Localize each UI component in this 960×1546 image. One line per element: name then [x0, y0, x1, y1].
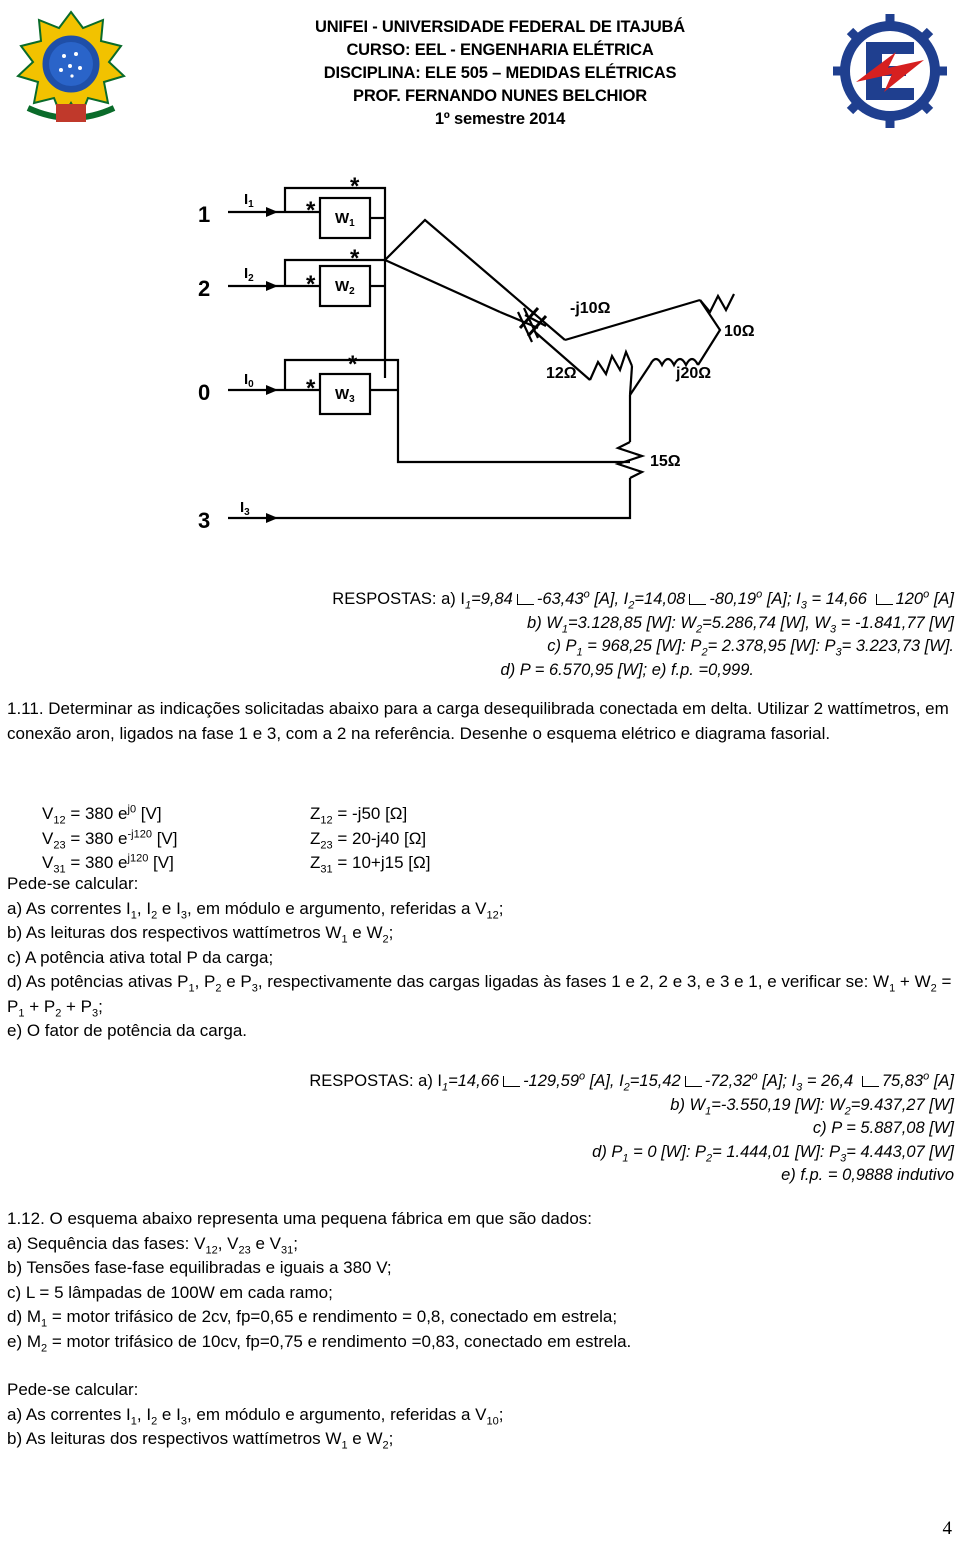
polarity-star: * — [306, 375, 316, 402]
angle-icon — [689, 594, 706, 605]
eel-department-logo — [826, 12, 954, 130]
item-d: d) $M_1$ = motor trifásico de 2cv, fp=0,65 e rendimento = 0,8, conectado em estrela; — [7, 1307, 618, 1330]
polarity-star: * — [306, 271, 316, 298]
v31-value: $V_{31} = 380$ $e^{j120}$ [V] — [42, 852, 174, 876]
polarity-star: * — [306, 197, 316, 224]
header-semester: 1º semestre 2014 — [434, 110, 566, 128]
impedance-cap-label: -j10Ω — [570, 300, 611, 317]
problem-1-12-title: 1.12. O esquema abaixo representa uma pequena fábrica em que são dados: — [7, 1209, 592, 1228]
angle-icon — [862, 1076, 879, 1087]
header-professor: PROF. FERNANDO NUNES BELCHIOR — [353, 87, 647, 105]
item-a: a) Sequência das fases: $V_{12}$, $V_{23}$ e $V_{31}$; — [7, 1233, 298, 1256]
node-0-label: 0 — [198, 380, 211, 405]
answer-c: c) $P_1 = 968,25$ [W]: $P_2= 2.378,95$ [W]: $P_3= 3.223,73$ [W]. — [547, 637, 954, 659]
header-discipline: DISCIPLINA: ELE 505 – MEDIDAS ELÉTRICAS — [323, 64, 677, 82]
question-b: b) As leituras dos respectivos wattímetros $W_1$ e $W_2$; — [7, 1429, 394, 1452]
question-b: b) As leituras dos respectivos wattímetros $W_1$ e $W_2$; — [7, 923, 394, 946]
answers-1-10 — [332, 588, 954, 682]
node-1-label: 1 — [198, 202, 211, 227]
answer-e: e) f.p. = 0,9888 indutivo — [781, 1166, 954, 1184]
wattmeter-w3-label: $W_3$ — [335, 386, 355, 405]
header-course: CURSO: EEL - ENGENHARIA ELÉTRICA — [346, 41, 654, 59]
answers-1-11 — [309, 1070, 954, 1188]
impedance-j20-label: j20Ω — [676, 365, 712, 382]
pede-se-calcular: Pede-se calcular: — [7, 1380, 139, 1399]
answer-a: RESPOSTAS: a) $I_1=9,84$ -63,43$^o$ [A], $I_2=14,08$ -80,19$^o$ [A]; $I_3 = 14,66$ 120$^o$ [A] — [332, 588, 954, 612]
question-e: e) O fator de potência da carga. — [7, 1021, 248, 1040]
item-c: c) L = 5 lâmpadas de 100W em cada ramo; — [7, 1282, 333, 1302]
answer-d: d) $P_1 = 0$ [W]: $P_2= 1.444,01$ [W]: $P_3= 4.443,07$ [W] — [592, 1142, 954, 1164]
problem-1-11-data-table — [42, 802, 430, 876]
wattmeter-w2-label: $W_2$ — [335, 278, 355, 297]
answer-b: b) $W_1=3.128,85$ [W]: $W_2=5.286,74$ [W], $W_3 = -1.841,77$ [W] — [527, 613, 954, 635]
item-e: e) $M_2$ = motor trifásico de 10cv, fp=0,75 e rendimento =0,83, conectado em estrela. — [7, 1331, 632, 1354]
v23-value: $V_{23} = 380$ $e^{-j120}$ [V] — [42, 827, 178, 851]
document-header — [200, 16, 800, 131]
polarity-star: * — [350, 245, 360, 272]
angle-icon — [685, 1076, 702, 1087]
angle-icon — [876, 594, 893, 605]
current-i0-label: $I_0$ — [244, 371, 254, 390]
problem-1-12 — [7, 1207, 955, 1452]
z12-value: $Z_{12} = -j50$ [Ω] — [310, 804, 408, 827]
pede-se-calcular: Pede-se calcular: — [7, 874, 139, 893]
current-i2-label: $I_2$ — [244, 265, 254, 284]
angle-icon — [517, 594, 534, 605]
impedance-15-label: 15Ω — [650, 453, 681, 470]
node-2-label: 2 — [198, 276, 211, 301]
current-i3-label: $I_3$ — [240, 499, 250, 518]
page-number: 4 — [942, 1518, 952, 1539]
question-d: d) As potências ativas $P_1$, $P_2$ e $P_3$, respectivamente das cargas ligadas às fases 1 e 2, 2 e 3, e 3 e 1, e verificar se: $W_1 + W_2 = P_1 + P_2 + P_3$; — [7, 972, 952, 1019]
angle-icon — [503, 1076, 520, 1087]
header-university: UNIFEI - UNIVERSIDADE FEDERAL DE ITAJUBÁ — [314, 18, 685, 36]
answer-d: d) P = 6.570,95 [W]; e) f.p. =0,999. — [500, 660, 754, 679]
v12-value: $V_{12} = 380$ $e^{j0}$ [V] — [42, 803, 162, 827]
item-b: b) Tensões fase-fase equilibradas e iguais a 380 V; — [7, 1258, 392, 1277]
z23-value: $Z_{23} = 20-j40$ [Ω] — [310, 828, 427, 851]
current-i1-label: $I_1$ — [244, 191, 254, 210]
question-a: a) As correntes $I_1$, $I_2$ e $I_3$, em módulo e argumento, referidas a $V_{10}$; — [7, 1404, 504, 1427]
polarity-star: * — [348, 351, 358, 378]
z31-value: $Z_{31} = 10+j15$ [Ω] — [310, 853, 431, 876]
problem-1-11-questions — [7, 872, 955, 1044]
answer-c: c) P = 5.887,08 [W] — [812, 1119, 954, 1137]
impedance-10-label: 10Ω — [724, 323, 755, 340]
answer-b: b) $W_1=-3.550,19$ [W]: $W_2=9.437,27$ [W] — [670, 1095, 954, 1117]
node-3-label: 3 — [198, 508, 211, 533]
problem-1-11-statement: 1.11. Determinar as indicações solicitadas abaixo para a carga desequilibrada conectada em delta. Utilizar 2 wattímetros, em conexão aron, ligados na fase 1 e 3, com a 2 na referência. Desenhe o esquema elétrico e diagrama fasorial. — [7, 699, 949, 743]
question-a: a) As correntes $I_1$, $I_2$ e $I_3$, em módulo e argumento, referidas a $V_{12}$; — [7, 898, 504, 921]
circuit-diagram — [180, 160, 755, 550]
wattmeter-w1-label: $W_1$ — [335, 210, 355, 229]
question-c: c) A potência ativa total P da carga; — [7, 947, 274, 967]
polarity-star: * — [350, 173, 360, 200]
impedance-12-label: 12Ω — [546, 365, 577, 382]
unifei-coat-of-arms-logo — [6, 8, 136, 126]
answer-a: RESPOSTAS: a) $I_1=14,66$ -129,59$^o$ [A], $I_2=15,42$ -72,32$^o$ [A]; $I_3 = 26,4$ 75,83$^o$ [A] — [309, 1070, 954, 1094]
